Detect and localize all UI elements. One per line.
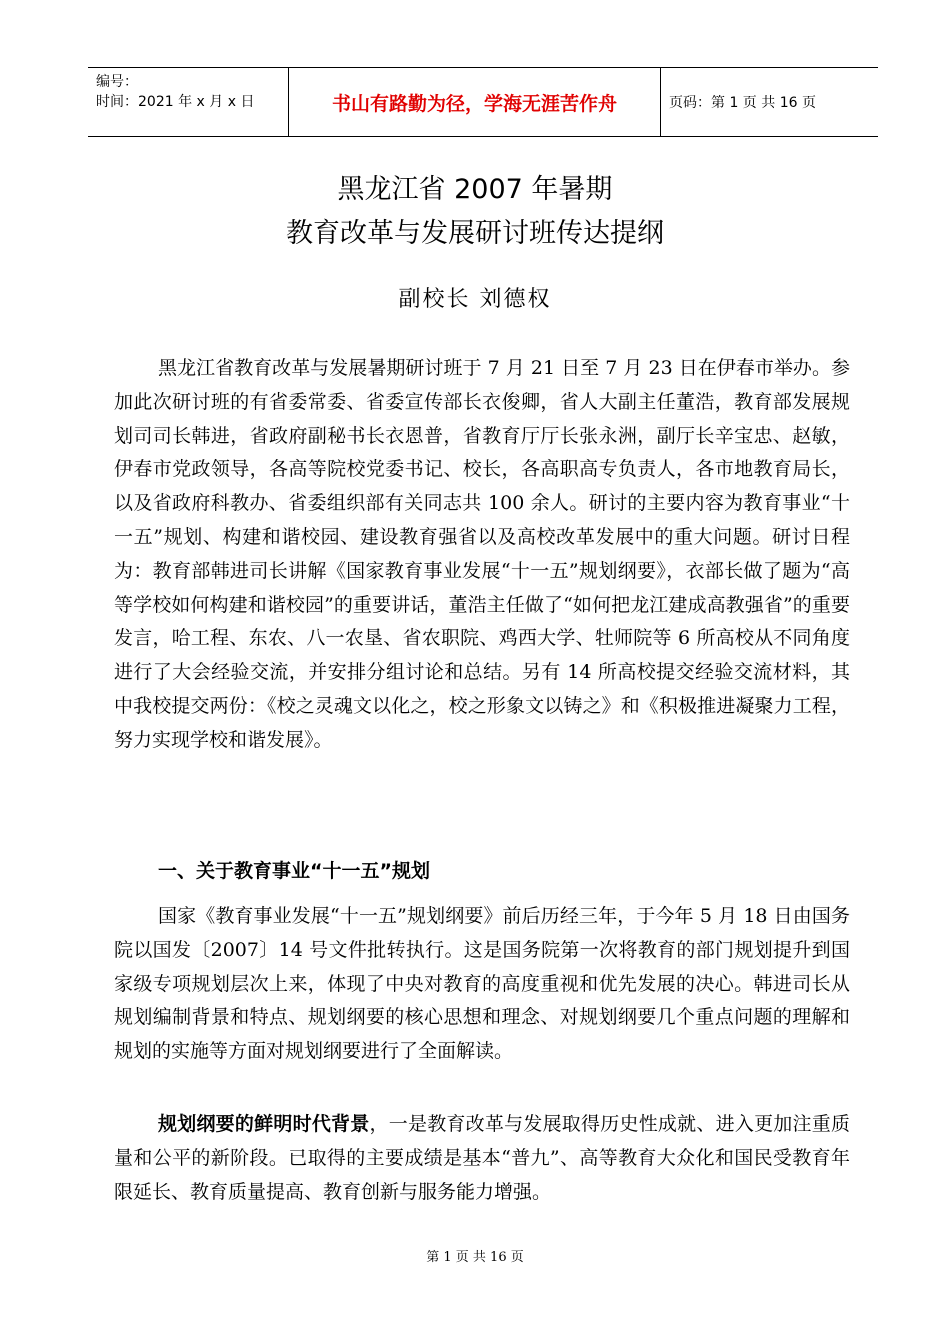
document-number-label: 编号： xyxy=(96,74,138,90)
document-time-label: 时间：2021 年 x 月 x 日 xyxy=(96,94,255,110)
document-title-line2: 教育改革与发展研讨班传达提纲 xyxy=(286,218,664,249)
header-meta xyxy=(88,68,288,136)
header-motto: 书山有路勤为径，学海无涯苦作舟 xyxy=(288,68,661,136)
page-footer: 第 1 页 共 16 页 xyxy=(426,1250,524,1265)
paragraph-plan-overview: 国家《教育事业发展“十一五”规划纲要》前后历经三年，于今年 5 月 18 日由国务院以国发〔2007〕14 号文件批转执行。这是国务院第一次将教育的部门规划提升到国家级专项规划层次上来，体现了中央对教育的高度重视和优先发展的决心。韩进司长从规划编制背景和特点、规划纲要的核心思想和理念、对规划纲要几个重点问题的理解和规划的实施等方面对规划纲要进行了全面解读。 xyxy=(114,905,850,1063)
header-page-info: 页码：第 1 页 共 16 页 xyxy=(669,95,816,111)
paragraph-intro: 黑龙江省教育改革与发展暑期研讨班于 7 月 21 日至 7 月 23 日在伊春市举办。参加此次研讨班的有省委常委、省委宣传部长衣俊卿，省人大副主任董浩，教育部发展规划司司长韩进，省政府副秘书长衣恩普，省教育厅厅长张永洲，副厅长辛宝忠、赵敏，伊春市党政领导，各高等院校党委书记、校长，各高职高专负责人，各市地教育局长，以及省政府科教办、省委组织部有关同志共 100 余人。研讨的主要内容为教育事业“十一五”规划、构建和谐校园、建设教育强省以及高校改革发展中的重大问题。研讨日程为：教育部韩进司长讲解《国家教育事业发展“十一五”规划纲要》，衣部长做了题为“高等学校如何构建和谐校园”的重要讲话，董浩主任做了“如何把龙江建成高教强省”的重要发言，哈工程、东农、八一农垦、省农职院、鸡西大学、牡师院等 6 所高校从不同角度进行了大会经验交流，并安排分组讨论和总结。另有 14 所高校提交经验交流材料，其中我校提交两份：《校之灵魂文以化之，校之形象文以铸之》和《积极推进凝聚力工程，努力实现学校和谐发展》。 xyxy=(114,357,850,751)
paragraph-bold-lead: 规划纲要的鲜明时代背景 xyxy=(158,1113,370,1135)
document-author: 副校长 刘德权 xyxy=(398,287,552,312)
paragraph-continuation: ，一是教育改革与发展取得历史性成就、进入更加注重质量和公平的新阶段。已取得的主要成绩是基本“普九”、高等教育大众化和国民受教育年限延长、教育质量提高、教育创新与服务能力增强。 xyxy=(114,1113,850,1203)
page-header xyxy=(88,67,878,137)
document-title-line1: 黑龙江省 2007 年暑期 xyxy=(337,174,613,205)
paragraph-plan-background xyxy=(114,1108,850,1209)
section-heading-1: 一、关于教育事业“十一五”规划 xyxy=(158,860,430,882)
